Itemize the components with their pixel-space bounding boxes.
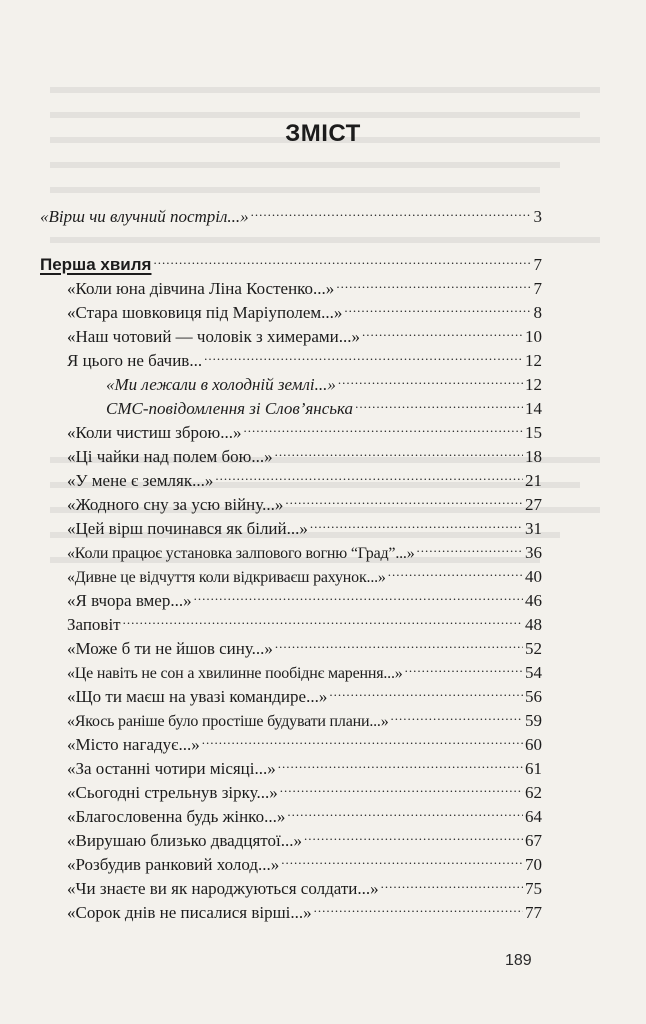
toc-entry-page: 18 bbox=[525, 447, 542, 466]
toc-entry-title: «Жодного сну за усю війну...» bbox=[67, 495, 284, 514]
dot-leader bbox=[251, 200, 532, 222]
dot-leader bbox=[194, 584, 523, 606]
toc-entry bbox=[67, 680, 542, 706]
toc-entry bbox=[67, 752, 542, 778]
toc-entry-title: «Ми лежали в холодній землі...» bbox=[106, 375, 336, 394]
toc-entry-page: 27 bbox=[525, 495, 542, 514]
toc-entry bbox=[67, 632, 542, 658]
toc-entry-title: «Коли працює установка залпового вогню “Град”...» bbox=[67, 545, 415, 562]
toc-entry bbox=[67, 440, 542, 466]
toc-entry bbox=[67, 872, 542, 898]
toc-entry-preface bbox=[40, 200, 542, 226]
toc-entry bbox=[67, 728, 542, 754]
toc-entry bbox=[67, 344, 542, 370]
toc-subentry bbox=[106, 392, 542, 418]
toc-entry-title: «Ці чайки над полем бою...» bbox=[67, 447, 273, 466]
toc-entry-title: «Вирушаю близько двадцятої...» bbox=[67, 831, 302, 850]
toc-entry-page: 77 bbox=[525, 903, 542, 922]
toc-entry-page: 59 bbox=[525, 711, 542, 730]
dot-leader bbox=[287, 800, 523, 822]
toc-entry-title: «Розбудив ранковий холод...» bbox=[67, 855, 280, 874]
toc-entry bbox=[67, 512, 542, 538]
toc-section-title: Перша хвиля bbox=[40, 255, 152, 274]
toc-entry-page: 12 bbox=[525, 375, 542, 394]
toc-subentry bbox=[106, 368, 542, 394]
toc-entry-title: «Коли чистиш зброю...» bbox=[67, 423, 242, 442]
toc-entry-page: 60 bbox=[525, 735, 542, 754]
dot-leader bbox=[391, 704, 523, 726]
dot-leader bbox=[275, 440, 523, 462]
toc-entry-title: «Вірш чи влучний постріл...» bbox=[40, 207, 249, 226]
toc-entry bbox=[67, 560, 542, 586]
toc-entry-title: Заповіт bbox=[67, 615, 121, 634]
toc-entry-title: «Благословенна будь жінко...» bbox=[67, 807, 286, 826]
dot-leader bbox=[336, 272, 531, 294]
toc-entry-title: «Сьогодні стрельнув зірку...» bbox=[67, 783, 278, 802]
dot-leader bbox=[280, 776, 523, 798]
toc-entry bbox=[67, 704, 542, 730]
toc-entry-page: 7 bbox=[533, 279, 542, 298]
dot-leader bbox=[281, 848, 523, 870]
dot-leader bbox=[278, 752, 523, 774]
toc-entry-page: 7 bbox=[533, 255, 542, 274]
dot-leader bbox=[381, 872, 523, 894]
toc-entry-page: 3 bbox=[533, 207, 542, 226]
toc-entry bbox=[67, 608, 542, 634]
toc-entry-title: «Я вчора вмер...» bbox=[67, 591, 192, 610]
toc-entry-page: 70 bbox=[525, 855, 542, 874]
toc-entry bbox=[67, 488, 542, 514]
toc-entry bbox=[67, 536, 542, 562]
toc-entry-page: 12 bbox=[525, 351, 542, 370]
toc-entry-title: «Стара шовковиця під Маріуполем...» bbox=[67, 303, 343, 322]
dot-leader bbox=[202, 728, 523, 750]
toc-entry bbox=[67, 656, 542, 682]
toc-entry-title: «Дивне це відчуття коли відкриваєш рахунок...» bbox=[67, 569, 386, 586]
dot-leader bbox=[417, 536, 523, 558]
toc-entry bbox=[67, 320, 542, 346]
toc-entry-title: «Може б ти не йшов сину...» bbox=[67, 639, 273, 658]
dot-leader bbox=[275, 632, 523, 654]
dot-leader bbox=[338, 368, 523, 390]
toc-entry-page: 64 bbox=[525, 807, 542, 826]
toc-entry-page: 14 bbox=[525, 399, 542, 418]
toc-entry-title: Я цього не бачив... bbox=[67, 351, 203, 370]
page-title: ЗМІСТ bbox=[285, 120, 361, 147]
toc-section-heading bbox=[40, 248, 542, 274]
toc-entry-title: СМС-повідомлення зі Слов’янська bbox=[106, 399, 354, 418]
toc-entry-page: 31 bbox=[525, 519, 542, 538]
toc-entry-title: «Місто нагадує...» bbox=[67, 735, 200, 754]
toc-entry-page: 62 bbox=[525, 783, 542, 802]
toc-entry bbox=[67, 776, 542, 802]
dot-leader bbox=[388, 560, 523, 582]
toc-entry bbox=[67, 848, 542, 874]
toc-entry-title: «Що ти маєш на увазі командире...» bbox=[67, 687, 328, 706]
dot-leader bbox=[329, 680, 523, 702]
toc-entry bbox=[67, 272, 542, 298]
dot-leader bbox=[344, 296, 531, 318]
toc-entry-page: 40 bbox=[525, 567, 542, 586]
toc-entry-page: 8 bbox=[533, 303, 542, 322]
toc-entry bbox=[67, 584, 542, 610]
toc-entry-title: «Сорок днів не писалися вірші...» bbox=[67, 903, 312, 922]
dot-leader bbox=[314, 896, 523, 918]
toc-entry-page: 56 bbox=[525, 687, 542, 706]
toc-entry-page: 21 bbox=[525, 471, 542, 490]
dot-leader bbox=[204, 344, 523, 366]
toc-entry-page: 48 bbox=[525, 615, 542, 634]
dot-leader bbox=[355, 392, 523, 414]
toc-entry-page: 54 bbox=[525, 663, 542, 682]
toc-entry-page: 10 bbox=[525, 327, 542, 346]
toc-entry-title: «За останні чотири місяці...» bbox=[67, 759, 276, 778]
toc-entry-title: «Наш чотовий — чоловік з химерами...» bbox=[67, 327, 361, 346]
dot-leader bbox=[285, 488, 523, 510]
toc-entry-page: 61 bbox=[525, 759, 542, 778]
toc-entry bbox=[67, 464, 542, 490]
toc-entry-title: «Чи знаєте ви як народжуються солдати...» bbox=[67, 879, 379, 898]
toc-entry bbox=[67, 296, 542, 322]
toc-entry-page: 36 bbox=[525, 543, 542, 562]
toc-entry-page: 46 bbox=[525, 591, 542, 610]
dot-leader bbox=[243, 416, 523, 438]
toc-entry-page: 15 bbox=[525, 423, 542, 442]
toc-entry-title: «Цей вірш починався як білий...» bbox=[67, 519, 308, 538]
toc-entry-title: «Коли юна дівчина Ліна Костенко...» bbox=[67, 279, 335, 298]
toc-entry bbox=[67, 896, 542, 922]
dot-leader bbox=[304, 824, 523, 846]
toc-entry-page: 52 bbox=[525, 639, 542, 658]
dot-leader bbox=[310, 512, 523, 534]
dot-leader bbox=[362, 320, 523, 342]
toc-entry bbox=[67, 800, 542, 826]
toc-entry-title: «Якось раніше було простіше будувати плани...» bbox=[67, 713, 389, 730]
toc-entry-page: 67 bbox=[525, 831, 542, 850]
dot-leader bbox=[153, 248, 531, 270]
toc-entry bbox=[67, 824, 542, 850]
toc-entry-page: 75 bbox=[525, 879, 542, 898]
dot-leader bbox=[123, 608, 523, 630]
page-number: 189 bbox=[505, 952, 532, 969]
dot-leader bbox=[215, 464, 523, 486]
toc-entry bbox=[67, 416, 542, 442]
toc-entry-title: «У мене є земляк...» bbox=[67, 471, 214, 490]
dot-leader bbox=[405, 656, 523, 678]
toc-entry-title: «Це навіть не сон а хвилинне пообіднє марення...» bbox=[67, 665, 403, 682]
